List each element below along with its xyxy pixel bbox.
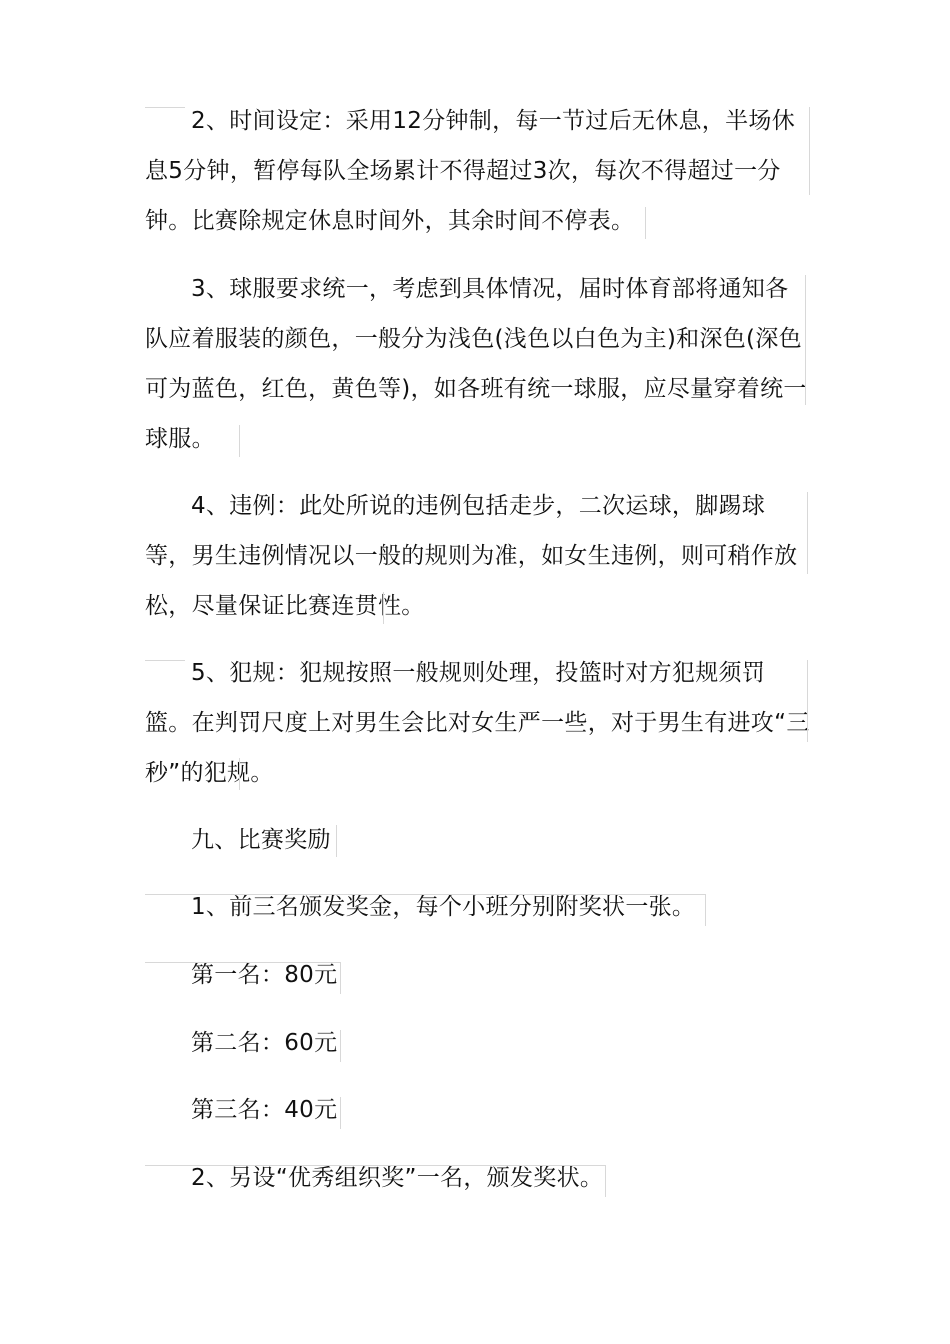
prize-third: 第三名：40元 (191, 1097, 338, 1123)
section-heading: 九、比赛奖励 (191, 827, 331, 853)
text-boundary-mark (383, 592, 384, 624)
text-boundary-mark (145, 894, 705, 895)
text-boundary-mark (145, 107, 185, 108)
text-boundary-mark (145, 962, 340, 963)
text-boundary-mark (645, 207, 646, 239)
text-boundary-mark (809, 107, 810, 195)
text-boundary-mark (340, 1030, 341, 1062)
text-boundary-mark (807, 660, 808, 742)
text-boundary-mark (340, 962, 341, 994)
text-boundary-mark (807, 492, 808, 574)
paragraph-uniform-rules: 3、球服要求统一，考虑到具体情况，届时体育部将通知各队应着服装的颜色，一般分为浅色(浅色以白色为主)和深色(深色可为蓝色，红色，黄色等)，如各班有统一球服，应尽量穿着统一球服。 (145, 276, 807, 452)
text-boundary-mark (805, 275, 806, 405)
text-boundary-mark (239, 425, 240, 457)
prize-first: 第一名：80元 (191, 962, 338, 988)
paragraph-time-rules: 2、时间设定：采用12分钟制，每一节过后无休息，半场休息5分钟，暂停每队全场累计不得超过3次，每次不得超过一分钟。比赛除规定休息时间外，其余时间不停表。 (145, 108, 795, 234)
extra-award: 2、另设“优秀组织奖”一名，颁发奖状。 (191, 1165, 604, 1191)
paragraph-foul-rules: 5、犯规：犯规按照一般规则处理，投篮时对方犯规须罚篮。在判罚尺度上对男生会比对女生严一些，对于男生有进攻“三秒”的犯规。 (145, 660, 810, 786)
text-boundary-mark (705, 894, 706, 926)
text-boundary-mark (145, 660, 185, 661)
text-boundary-mark (239, 758, 240, 790)
text-boundary-mark (145, 1165, 605, 1166)
award-intro: 1、前三名颁发奖金，每个小班分别附奖状一张。 (191, 894, 696, 920)
text-boundary-mark (340, 1097, 341, 1129)
text-boundary-mark (605, 1165, 606, 1197)
paragraph-violation-rules: 4、违例：此处所说的违例包括走步，二次运球，脚踢球等，男生违例情况以一般的规则为准，如女生违例，则可稍作放松，尽量保证比赛连贯性。 (145, 493, 798, 619)
text-boundary-mark (336, 825, 337, 857)
prize-second: 第二名：60元 (191, 1030, 338, 1056)
